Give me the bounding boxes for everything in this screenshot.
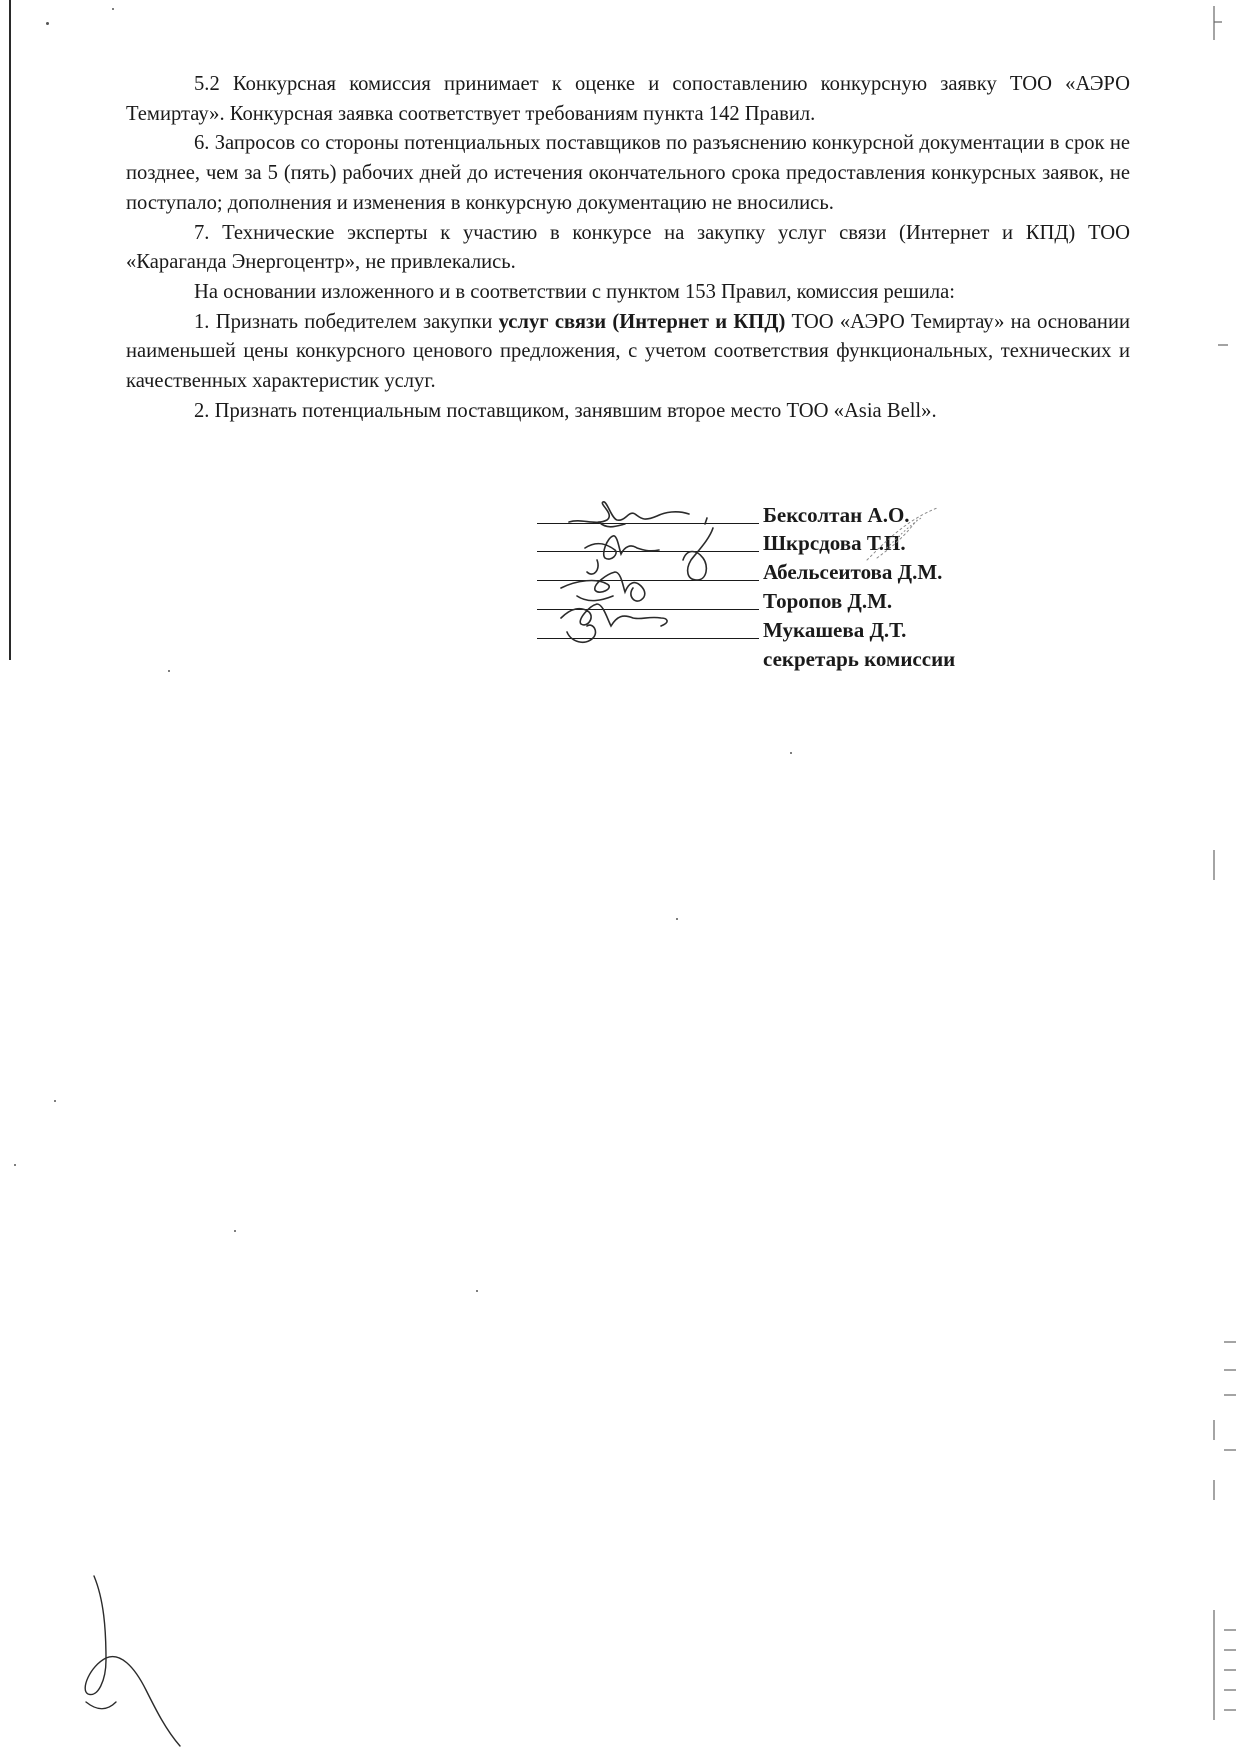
paragraph-decision-2: 2. Признать потенциальным поставщиком, занявшим второе место ТОО «Asia Bell». [194, 399, 937, 422]
signature-row [537, 500, 1097, 530]
signature-row [537, 615, 1097, 645]
paragraph-basis: На основании изложенного и в соответствии с пунктом 153 Правил, комиссия решила: [194, 280, 955, 303]
scan-speck [14, 1164, 16, 1166]
scan-speck [46, 22, 49, 25]
signatory-name: Бексолтан А.О. [763, 503, 910, 527]
scan-speck [790, 752, 792, 754]
signature-row [537, 528, 1097, 558]
signature-line [537, 523, 759, 524]
decision-1-subject: услуг связи (Интернет и КПД) [498, 310, 786, 333]
signature-line [537, 580, 759, 581]
paragraph-5-2: 5.2 Конкурсная комиссия принимает к оценке и сопоставлению конкурсную заявку ТОО «АЭРО Темиртау». Конкурсная заявка соответствует требованиям пункта 142 Правил. [126, 73, 1130, 125]
secretary-note: секретарь комиссии [763, 647, 956, 671]
decision-1-lead: 1. Признать победителем закупки [194, 310, 499, 333]
secretary-row [537, 644, 1097, 674]
signature-line [537, 551, 759, 552]
scan-speck [54, 1100, 56, 1102]
signatory-name: Шкрсдова Т.П. [763, 531, 906, 555]
scan-edge-marks [1200, 0, 1240, 1754]
paragraph-decision-1 [126, 308, 1130, 397]
paragraph-7: 7. Технические эксперты к участию в конкурсе на закупку услуг связи (Интернет и КПД) ТОО «Караганда Энергоцентр», не привлекались. [126, 221, 1130, 274]
signature-row [537, 586, 1097, 616]
signatory-name: Абельсеитова Д.М. [763, 560, 943, 584]
scan-speck [168, 670, 170, 672]
signature-row [537, 557, 1097, 587]
signature-line [537, 638, 759, 639]
signature-line [537, 609, 759, 610]
scan-speck [676, 918, 678, 920]
scan-edge-artifacts [1200, 0, 1240, 1754]
paragraph-6: 6. Запросов со стороны потенциальных поставщиков по разъяснению конкурсной документации в срок не позднее, чем за 5 (пять) рабочих дней до истечения окончательного срока предоставления конкурсных заявок, не поступало; дополнения и изменения в конкурсную документацию не вносились. [126, 132, 1130, 214]
margin-initials [76, 1570, 196, 1750]
signatory-name: Мукашева Д.Т. [763, 618, 907, 642]
scan-speck [476, 1290, 478, 1292]
signature-block [537, 500, 1097, 690]
scan-speck [234, 1230, 236, 1232]
decision-1-tail: ТОО «АЭРО Темиртау» на основании наименьшей цены конкурсного ценового предложения, с учетом соответствия функциональных, технических и качественных характеристик услуг. [126, 310, 1130, 393]
signatory-name: Торопов Д.М. [763, 589, 893, 613]
document-body [126, 70, 1130, 426]
scan-speck [112, 8, 114, 10]
left-margin-rule [9, 0, 11, 660]
